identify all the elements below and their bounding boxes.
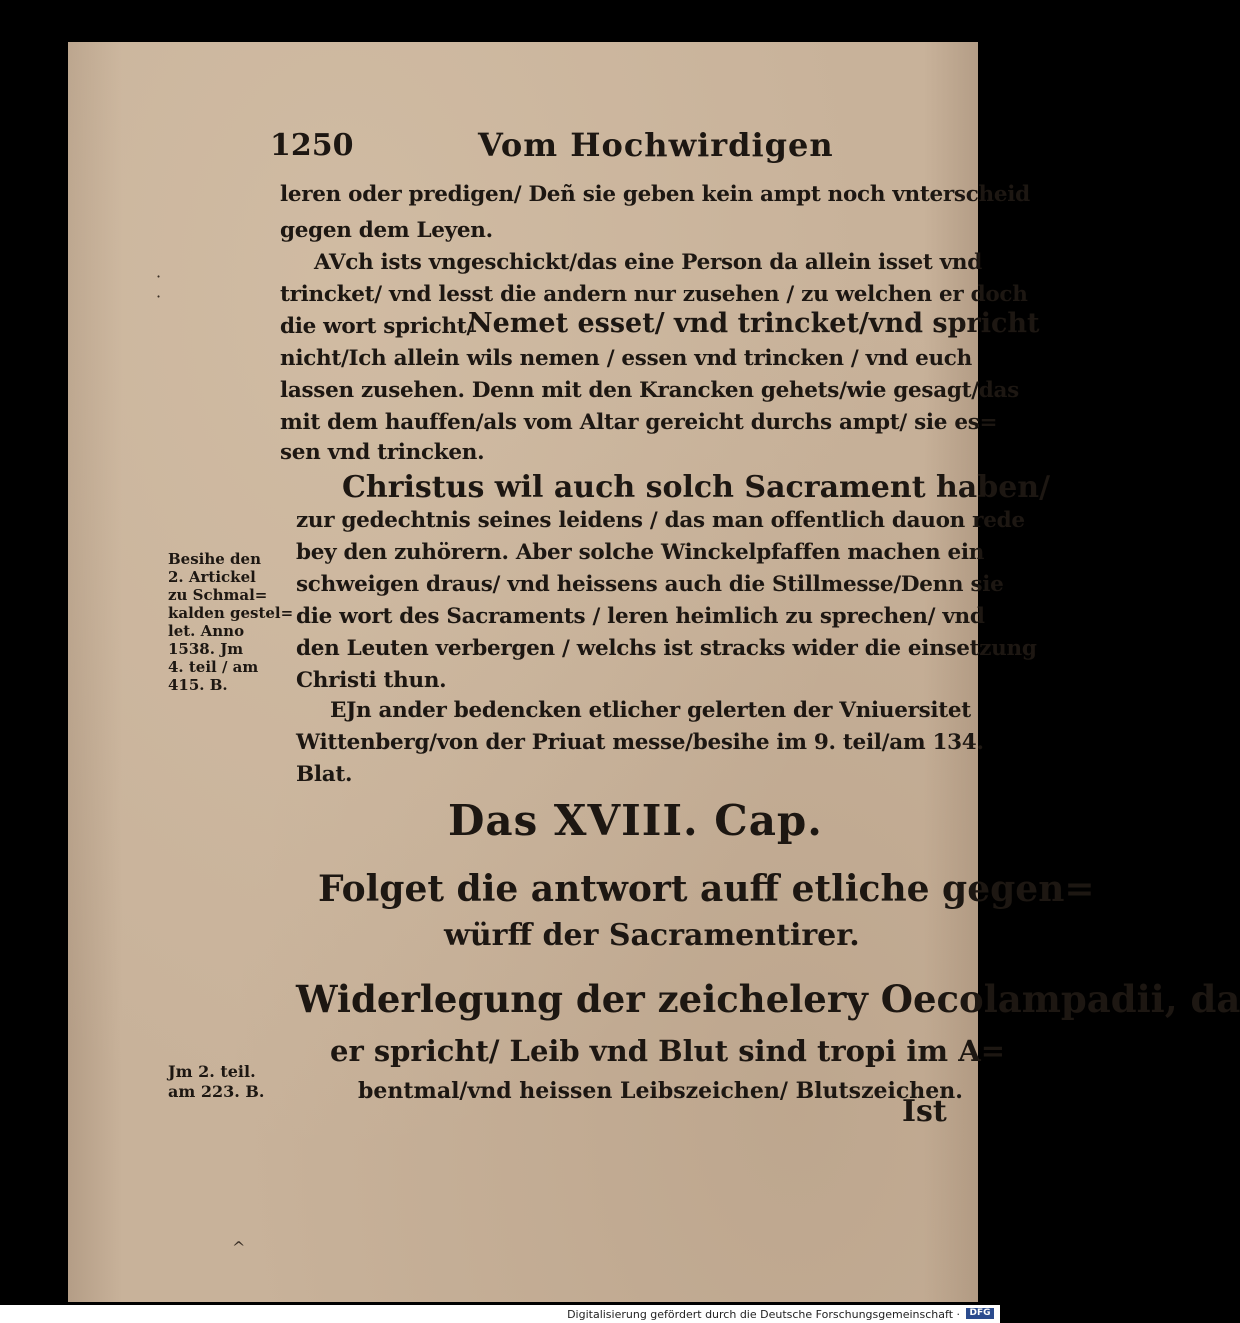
body-line: sen vnd trincken.: [280, 440, 485, 465]
body-line: den Leuten verbergen / welchs ist stracks wider die einsetzung: [296, 636, 1037, 661]
body-line: lassen zusehen. Denn mit den Krancken gehets/wie gesagt/das: [280, 378, 1019, 403]
page-number: 1250: [270, 128, 354, 163]
body-line-emphasis: Nemet esset/ vnd trincket/vnd spricht: [468, 308, 1040, 339]
body-line: mit dem hauffen/als vom Altar gereicht durchs ampt/ sie es=: [280, 410, 998, 435]
margin-note-line: am 223. B.: [168, 1082, 265, 1101]
margin-note-line: Besihe den: [168, 550, 261, 568]
body-line: bey den zuhörern. Aber solche Winckelpfaffen machen ein: [296, 540, 985, 565]
margin-mark: ·: [156, 267, 162, 286]
body-line: schweigen draus/ vnd heissens auch die Stillmesse/Denn sie: [296, 572, 1004, 597]
body-line: nicht/Ich allein wils nemen / essen vnd trincken / vnd euch: [280, 346, 972, 371]
section-heading: bentmal/vnd heissen Leibszeichen/ Blutszeichen.: [358, 1078, 963, 1104]
chapter-subheading: Folget die antwort auff etliche gegen=: [318, 868, 1095, 910]
body-line: gegen dem Leyen.: [280, 218, 493, 243]
margin-note-line: 415. B.: [168, 676, 228, 694]
dfg-logo: DFG: [966, 1308, 994, 1319]
book-page: [68, 42, 1240, 1302]
body-line: trincket/ vnd lesst die andern nur zusehen / zu welchen er doch: [280, 282, 1028, 307]
margin-note-line: kalden gestel=: [168, 604, 294, 622]
body-line: die wort spricht/: [280, 314, 474, 339]
margin-note-line: 1538. Jm: [168, 640, 244, 658]
body-line: leren oder predigen/ Deñ sie geben kein ampt noch vnterscheid: [280, 182, 1030, 207]
body-line: die wort des Sacraments / leren heimlich zu sprechen/ vnd: [296, 604, 985, 629]
margin-mark: ·: [156, 287, 162, 306]
chapter-subheading: würff der Sacramentirer.: [444, 918, 860, 953]
ink-speck: ^: [232, 1238, 246, 1257]
footer-credit: Digitalisierung gefördert durch die Deutsche Forschungsgemeinschaft ·: [567, 1308, 960, 1321]
margin-note-line: Jm 2. teil.: [168, 1062, 256, 1081]
margin-note-line: 2. Artickel: [168, 568, 256, 586]
running-head: Vom Hochwirdigen: [478, 126, 834, 164]
body-line: AVch ists vngeschickt/das eine Person da allein isset vnd: [314, 250, 982, 275]
catchword: Ist: [902, 1094, 947, 1129]
body-line: Christi thun.: [296, 668, 447, 693]
body-line: Wittenberg/von der Priuat messe/besihe im 9. teil/am 134.: [296, 730, 984, 755]
chapter-heading: Das XVIII. Cap.: [448, 796, 823, 845]
section-heading: Widerlegung der zeichelery Oecolampadii, da: [296, 977, 1240, 1021]
margin-note-line: 4. teil / am: [168, 658, 259, 676]
margin-note-line: let. Anno: [168, 622, 245, 640]
body-line: Blat.: [296, 762, 353, 787]
body-line: zur gedechtnis seines leidens / das man offentlich dauon rede: [296, 508, 1025, 533]
body-line: EJn ander bedencken etlicher gelerten der Vniuersitet: [330, 698, 971, 723]
body-line-emphasis: Christus wil auch solch Sacrament haben/: [342, 470, 1051, 505]
margin-note-line: zu Schmal=: [168, 586, 268, 604]
section-heading: er spricht/ Leib vnd Blut sind tropi im A=: [330, 1034, 1006, 1068]
